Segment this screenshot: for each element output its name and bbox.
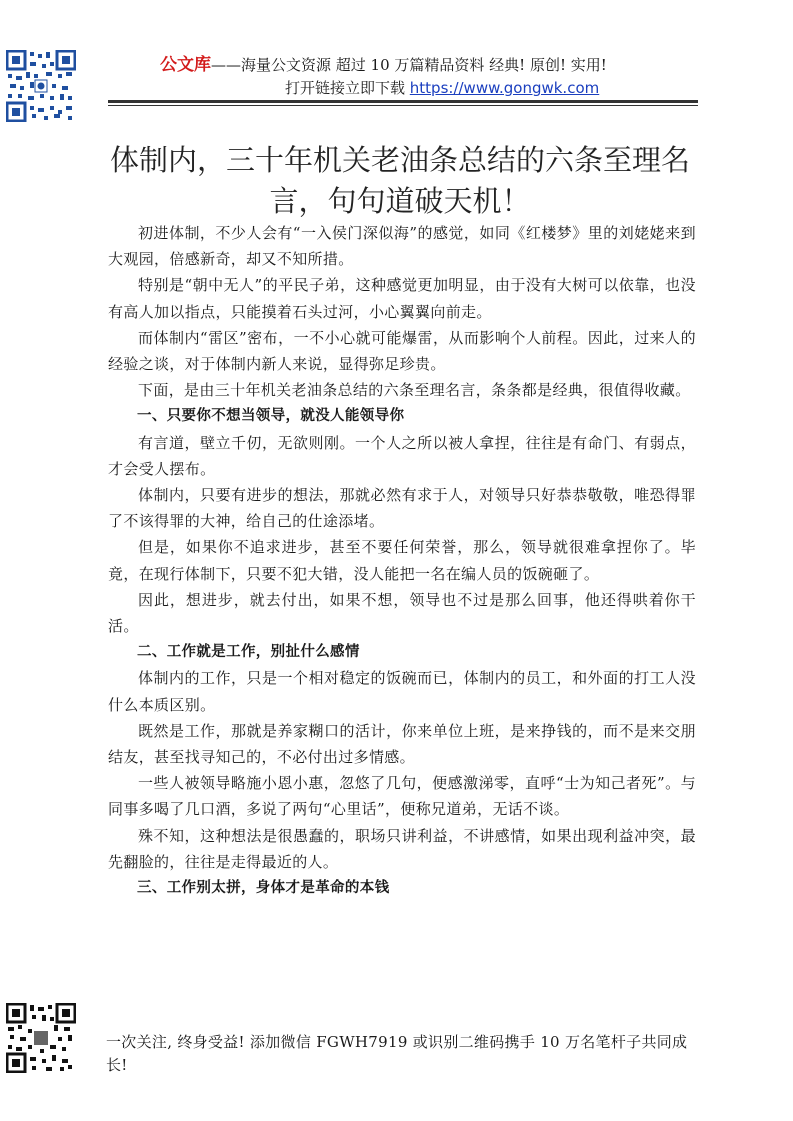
paragraph: 有言道，壁立千仞，无欲则刚。一个人之所以被人拿捏，往往是有命门、有弱点，才会受人摆布。 xyxy=(108,433,696,478)
paragraph: 体制内的工作，只是一个相对稳定的饭碗而已，体制内的员工，和外面的打工人没什么本质区别。 xyxy=(108,669,696,714)
paragraph: 既然是工作，那就是养家糊口的活计，你来单位上班，是来挣钱的，而不是来交朋结友，甚至找寻知己的，不必付出过多情感。 xyxy=(108,721,696,767)
paragraph: 下面，是由三十年机关老油条总结的六条至理名言，条条都是经典，很值得收藏。 xyxy=(138,381,691,400)
qr-code-icon xyxy=(6,1003,76,1073)
paragraph: 殊不知，这种想法是很愚蠢的，职场只讲利益，不讲感情，如果出现利益冲突，最先翻脸的，往往是走得最近的人。 xyxy=(108,826,696,871)
qr-code-icon xyxy=(6,50,76,122)
brand-name: 公文库 xyxy=(160,55,211,75)
paragraph: 因此，想进步，就去付出，如果不想，领导也不过是那么回事，他还得哄着你干活。 xyxy=(108,590,696,636)
section-heading: 一、只要你不想当领导，就没人能领导你 xyxy=(137,408,405,425)
paragraph: 初进体制，不少人会有“一入侯门深似海”的感觉，如同《红楼梦》里的刘姥姥来到大观园，倍感新奇，却又不知所措。 xyxy=(108,224,696,269)
footer-text: 一次关注, 终身受益! 添加微信 FGWH7919 或识别二维码携手 10 万名笔杆子共同成长! xyxy=(106,1033,688,1074)
article-title: 体制内，三十年机关老油条总结的六条至理名言，句句道破天机！ xyxy=(109,143,690,218)
section-heading: 三、工作别太拼，身体才是革命的本钱 xyxy=(137,880,390,897)
paragraph: 特别是“朝中无人”的平民子弟，这种感觉更加明显，由于没有大树可以依靠，也没有高人加以指点，只能摸着石头过河，小心翼翼向前走。 xyxy=(108,276,696,321)
paragraph: 而体制内“雷区”密布，一不小心就可能爆雷，从而影响个人前程。因此，过来人的经验之谈，对于体制内新人来说，显得弥足珍贵。 xyxy=(108,328,696,374)
download-link[interactable]: https://www.gongwk.com xyxy=(409,79,600,97)
header-download xyxy=(285,77,599,98)
header-tagline xyxy=(160,50,607,75)
article-body xyxy=(108,220,696,901)
paragraph: 一些人被领导略施小恩小惠，忽悠了几句，便感激涕零，直呼“士为知己者死”。与同事多喝了几口酒，多说了两句“心里话”，便称兄道弟，无话不谈。 xyxy=(108,774,696,819)
download-prefix: 打开链接立即下载 xyxy=(285,79,410,97)
section-heading: 二、工作就是工作，别扯什么感情 xyxy=(137,644,360,661)
paragraph: 体制内，只要有进步的想法，那就必然有求于人，对领导只好恭恭敬敬，唯恐得罪了不该得罪的大神，给自己的仕途添堵。 xyxy=(108,486,696,531)
header-divider-thick xyxy=(108,100,698,103)
tagline-text: ——海量公文资源 超过 10 万篇精品资料 经典! 原创! 实用! xyxy=(211,56,607,74)
header-divider-thin xyxy=(108,105,698,106)
page-header xyxy=(0,0,793,130)
paragraph: 但是，如果你不追求进步，甚至不要任何荣誉，那么，领导就很难拿捏你了。毕竟，在现行体制下，只要不犯大错，没人能把一名在编人员的饭碗砸了。 xyxy=(108,538,696,583)
